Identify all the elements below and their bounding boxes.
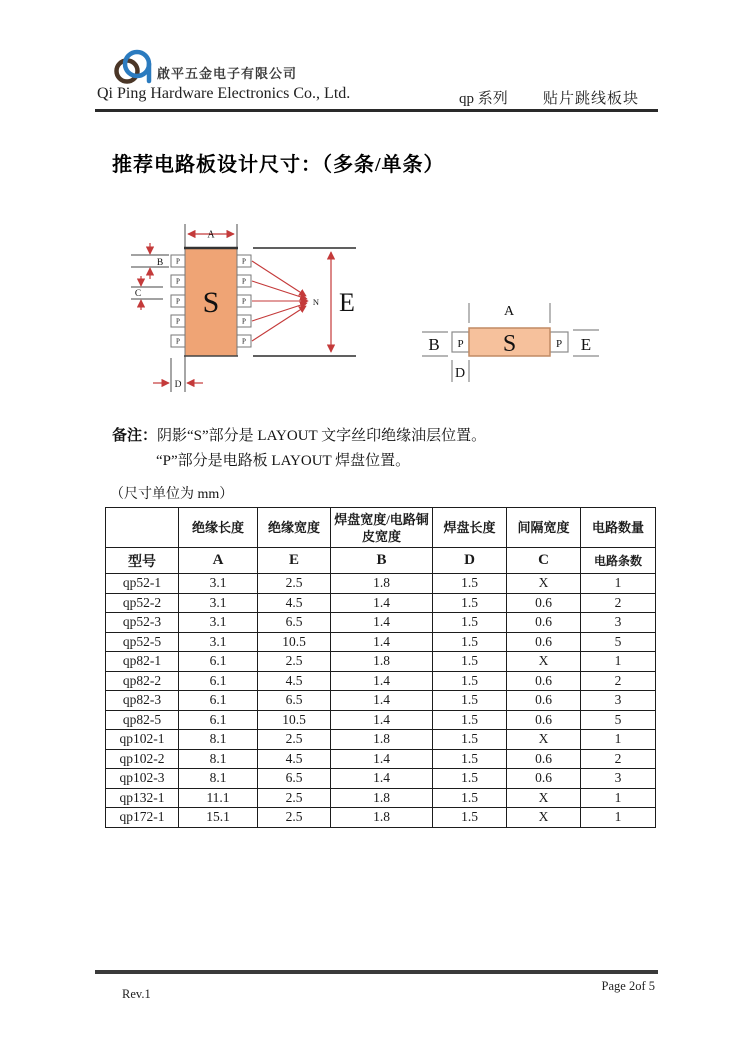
- value-cell: 4.5: [258, 593, 331, 613]
- table-row: [106, 671, 656, 691]
- table-row: [106, 632, 656, 652]
- dim-b: B: [156, 258, 164, 268]
- value-cell: X: [507, 788, 581, 808]
- header-cell: B: [331, 548, 433, 574]
- header-cell: 间隔宽度: [507, 508, 581, 548]
- value-cell: 1.5: [433, 730, 507, 750]
- value-cell: 2.5: [258, 808, 331, 828]
- label-n: N: [312, 297, 320, 307]
- footer-divider: [95, 970, 658, 974]
- value-cell: 1.8: [331, 574, 433, 594]
- value-cell: 0.6: [507, 691, 581, 711]
- header-cell: 绝缘宽度: [258, 508, 331, 548]
- unit-note: （尺寸单位为 mm）: [110, 487, 234, 502]
- value-cell: 1.5: [433, 691, 507, 711]
- value-cell: 0.6: [507, 769, 581, 789]
- model-cell: qp52-3: [106, 613, 179, 633]
- table-row: [106, 613, 656, 633]
- value-cell: 1.4: [331, 671, 433, 691]
- value-cell: 1: [581, 574, 656, 594]
- page-title: 推荐电路板设计尺寸：（多条/单条）: [112, 154, 445, 176]
- table-header-letters: [106, 548, 656, 574]
- value-cell: 3: [581, 613, 656, 633]
- dim-d-single: D: [454, 366, 466, 381]
- company-name-cn: 啟平五金电子有限公司: [157, 66, 298, 81]
- spec-table: [105, 507, 656, 828]
- model-cell: qp82-1: [106, 652, 179, 672]
- header-cell-circuit-count: 电路条数: [581, 548, 656, 574]
- svg-text:P: P: [176, 277, 180, 286]
- header-cell: [106, 508, 179, 548]
- header-cell: 焊盘长度: [433, 508, 507, 548]
- table-row: [106, 749, 656, 769]
- company-name-en: Qi Ping Hardware Electronics Co., Ltd.: [97, 85, 351, 102]
- header-cell: A: [179, 548, 258, 574]
- value-cell: 1.4: [331, 691, 433, 711]
- note-label: 备注：: [112, 428, 158, 444]
- note-text-1: 阴影“S”部分是 LAYOUT 文字丝印绝缘油层位置。: [157, 428, 487, 444]
- multi-strip-diagram: [113, 220, 398, 402]
- svg-text:P: P: [176, 297, 180, 306]
- model-cell: qp102-2: [106, 749, 179, 769]
- value-cell: 1.8: [331, 652, 433, 672]
- value-cell: 10.5: [258, 632, 331, 652]
- model-cell: qp82-3: [106, 691, 179, 711]
- value-cell: 0.6: [507, 710, 581, 730]
- value-cell: 1.8: [331, 808, 433, 828]
- value-cell: 6.1: [179, 671, 258, 691]
- label-s-single: S: [502, 331, 517, 357]
- value-cell: 0.6: [507, 632, 581, 652]
- value-cell: X: [507, 574, 581, 594]
- svg-text:P: P: [242, 317, 246, 326]
- page-number: Page 2of 5: [601, 979, 655, 993]
- header-divider: [95, 109, 658, 112]
- value-cell: 3.1: [179, 574, 258, 594]
- svg-text:P: P: [242, 277, 246, 286]
- value-cell: 1.5: [433, 788, 507, 808]
- value-cell: 0.6: [507, 613, 581, 633]
- value-cell: 6.5: [258, 769, 331, 789]
- dim-b-single: B: [428, 335, 440, 354]
- model-cell: qp52-1: [106, 574, 179, 594]
- value-cell: 2: [581, 593, 656, 613]
- table-row: [106, 652, 656, 672]
- value-cell: 8.1: [179, 769, 258, 789]
- header-cell: D: [433, 548, 507, 574]
- value-cell: 1.4: [331, 593, 433, 613]
- value-cell: 1.5: [433, 710, 507, 730]
- dim-a: A: [207, 229, 215, 241]
- value-cell: 1.5: [433, 749, 507, 769]
- table-row: [106, 808, 656, 828]
- value-cell: 1: [581, 808, 656, 828]
- value-cell: 0.6: [507, 593, 581, 613]
- table-row: [106, 730, 656, 750]
- svg-text:P: P: [242, 337, 246, 346]
- table-row: [106, 574, 656, 594]
- table-row: [106, 691, 656, 711]
- header-cell: 绝缘长度: [179, 508, 258, 548]
- value-cell: 6.5: [258, 691, 331, 711]
- dim-c: C: [134, 289, 142, 299]
- value-cell: 8.1: [179, 749, 258, 769]
- model-cell: qp172-1: [106, 808, 179, 828]
- value-cell: X: [507, 652, 581, 672]
- value-cell: 4.5: [258, 671, 331, 691]
- value-cell: 1.5: [433, 613, 507, 633]
- value-cell: 2.5: [258, 730, 331, 750]
- value-cell: 2: [581, 749, 656, 769]
- value-cell: 2: [581, 671, 656, 691]
- model-cell: qp52-5: [106, 632, 179, 652]
- value-cell: 0.6: [507, 671, 581, 691]
- table-row: [106, 710, 656, 730]
- value-cell: 15.1: [179, 808, 258, 828]
- value-cell: 3: [581, 769, 656, 789]
- value-cell: 6.1: [179, 710, 258, 730]
- value-cell: 8.1: [179, 730, 258, 750]
- value-cell: 2.5: [258, 574, 331, 594]
- value-cell: 11.1: [179, 788, 258, 808]
- value-cell: 3: [581, 691, 656, 711]
- note-line-1: [112, 424, 486, 449]
- header-cell: 电路数量: [581, 508, 656, 548]
- svg-text:P: P: [176, 317, 180, 326]
- value-cell: 0.6: [507, 749, 581, 769]
- header-cell-model: 型号: [106, 548, 179, 574]
- value-cell: 1.5: [433, 808, 507, 828]
- table-header-groups: [106, 508, 656, 548]
- value-cell: 1.4: [331, 613, 433, 633]
- value-cell: 1.5: [433, 632, 507, 652]
- value-cell: X: [507, 808, 581, 828]
- svg-text:P: P: [176, 337, 180, 346]
- model-cell: qp132-1: [106, 788, 179, 808]
- value-cell: 6.5: [258, 613, 331, 633]
- svg-text:P: P: [242, 297, 246, 306]
- table-row: [106, 593, 656, 613]
- value-cell: 1.4: [331, 769, 433, 789]
- value-cell: 6.1: [179, 652, 258, 672]
- value-cell: 10.5: [258, 710, 331, 730]
- product-label: 贴片跳线板块: [543, 91, 640, 107]
- model-cell: qp82-5: [106, 710, 179, 730]
- note-text-2: “P”部分是电路板 LAYOUT 焊盘位置。: [156, 453, 411, 469]
- svg-text:P: P: [242, 257, 246, 266]
- value-cell: 3.1: [179, 593, 258, 613]
- dim-e: E: [339, 288, 355, 317]
- value-cell: 1: [581, 652, 656, 672]
- value-cell: 1.5: [433, 671, 507, 691]
- value-cell: 1.4: [331, 749, 433, 769]
- value-cell: 1.4: [331, 710, 433, 730]
- value-cell: 5: [581, 710, 656, 730]
- model-cell: qp82-2: [106, 671, 179, 691]
- series-label: qp 系列: [459, 91, 508, 107]
- value-cell: 4.5: [258, 749, 331, 769]
- value-cell: X: [507, 730, 581, 750]
- model-cell: qp102-3: [106, 769, 179, 789]
- header-cell: C: [507, 548, 581, 574]
- svg-text:P: P: [457, 338, 464, 350]
- revision-label: Rev.1: [122, 987, 151, 1001]
- value-cell: 1: [581, 730, 656, 750]
- header-cell: E: [258, 548, 331, 574]
- value-cell: 2.5: [258, 652, 331, 672]
- value-cell: 1.8: [331, 788, 433, 808]
- value-cell: 5: [581, 632, 656, 652]
- value-cell: 6.1: [179, 691, 258, 711]
- value-cell: 1.5: [433, 574, 507, 594]
- value-cell: 1: [581, 788, 656, 808]
- dim-a-single: A: [503, 304, 515, 319]
- table-row: [106, 788, 656, 808]
- spec-table-body: [106, 574, 656, 828]
- value-cell: 1.5: [433, 769, 507, 789]
- value-cell: 3.1: [179, 632, 258, 652]
- value-cell: 1.4: [331, 632, 433, 652]
- value-cell: 3.1: [179, 613, 258, 633]
- dim-d: D: [174, 380, 182, 390]
- notes-block: [112, 424, 486, 474]
- value-cell: 1.5: [433, 652, 507, 672]
- table-row: [106, 769, 656, 789]
- header-cell: 焊盘宽度/电路铜皮宽度: [331, 508, 433, 548]
- dim-e-single: E: [580, 335, 592, 354]
- single-strip-diagram: [420, 292, 610, 392]
- label-s: S: [202, 286, 220, 319]
- value-cell: 2.5: [258, 788, 331, 808]
- model-cell: qp52-2: [106, 593, 179, 613]
- svg-text:P: P: [176, 257, 180, 266]
- svg-text:P: P: [555, 338, 563, 350]
- value-cell: 1.8: [331, 730, 433, 750]
- value-cell: 1.5: [433, 593, 507, 613]
- model-cell: qp102-1: [106, 730, 179, 750]
